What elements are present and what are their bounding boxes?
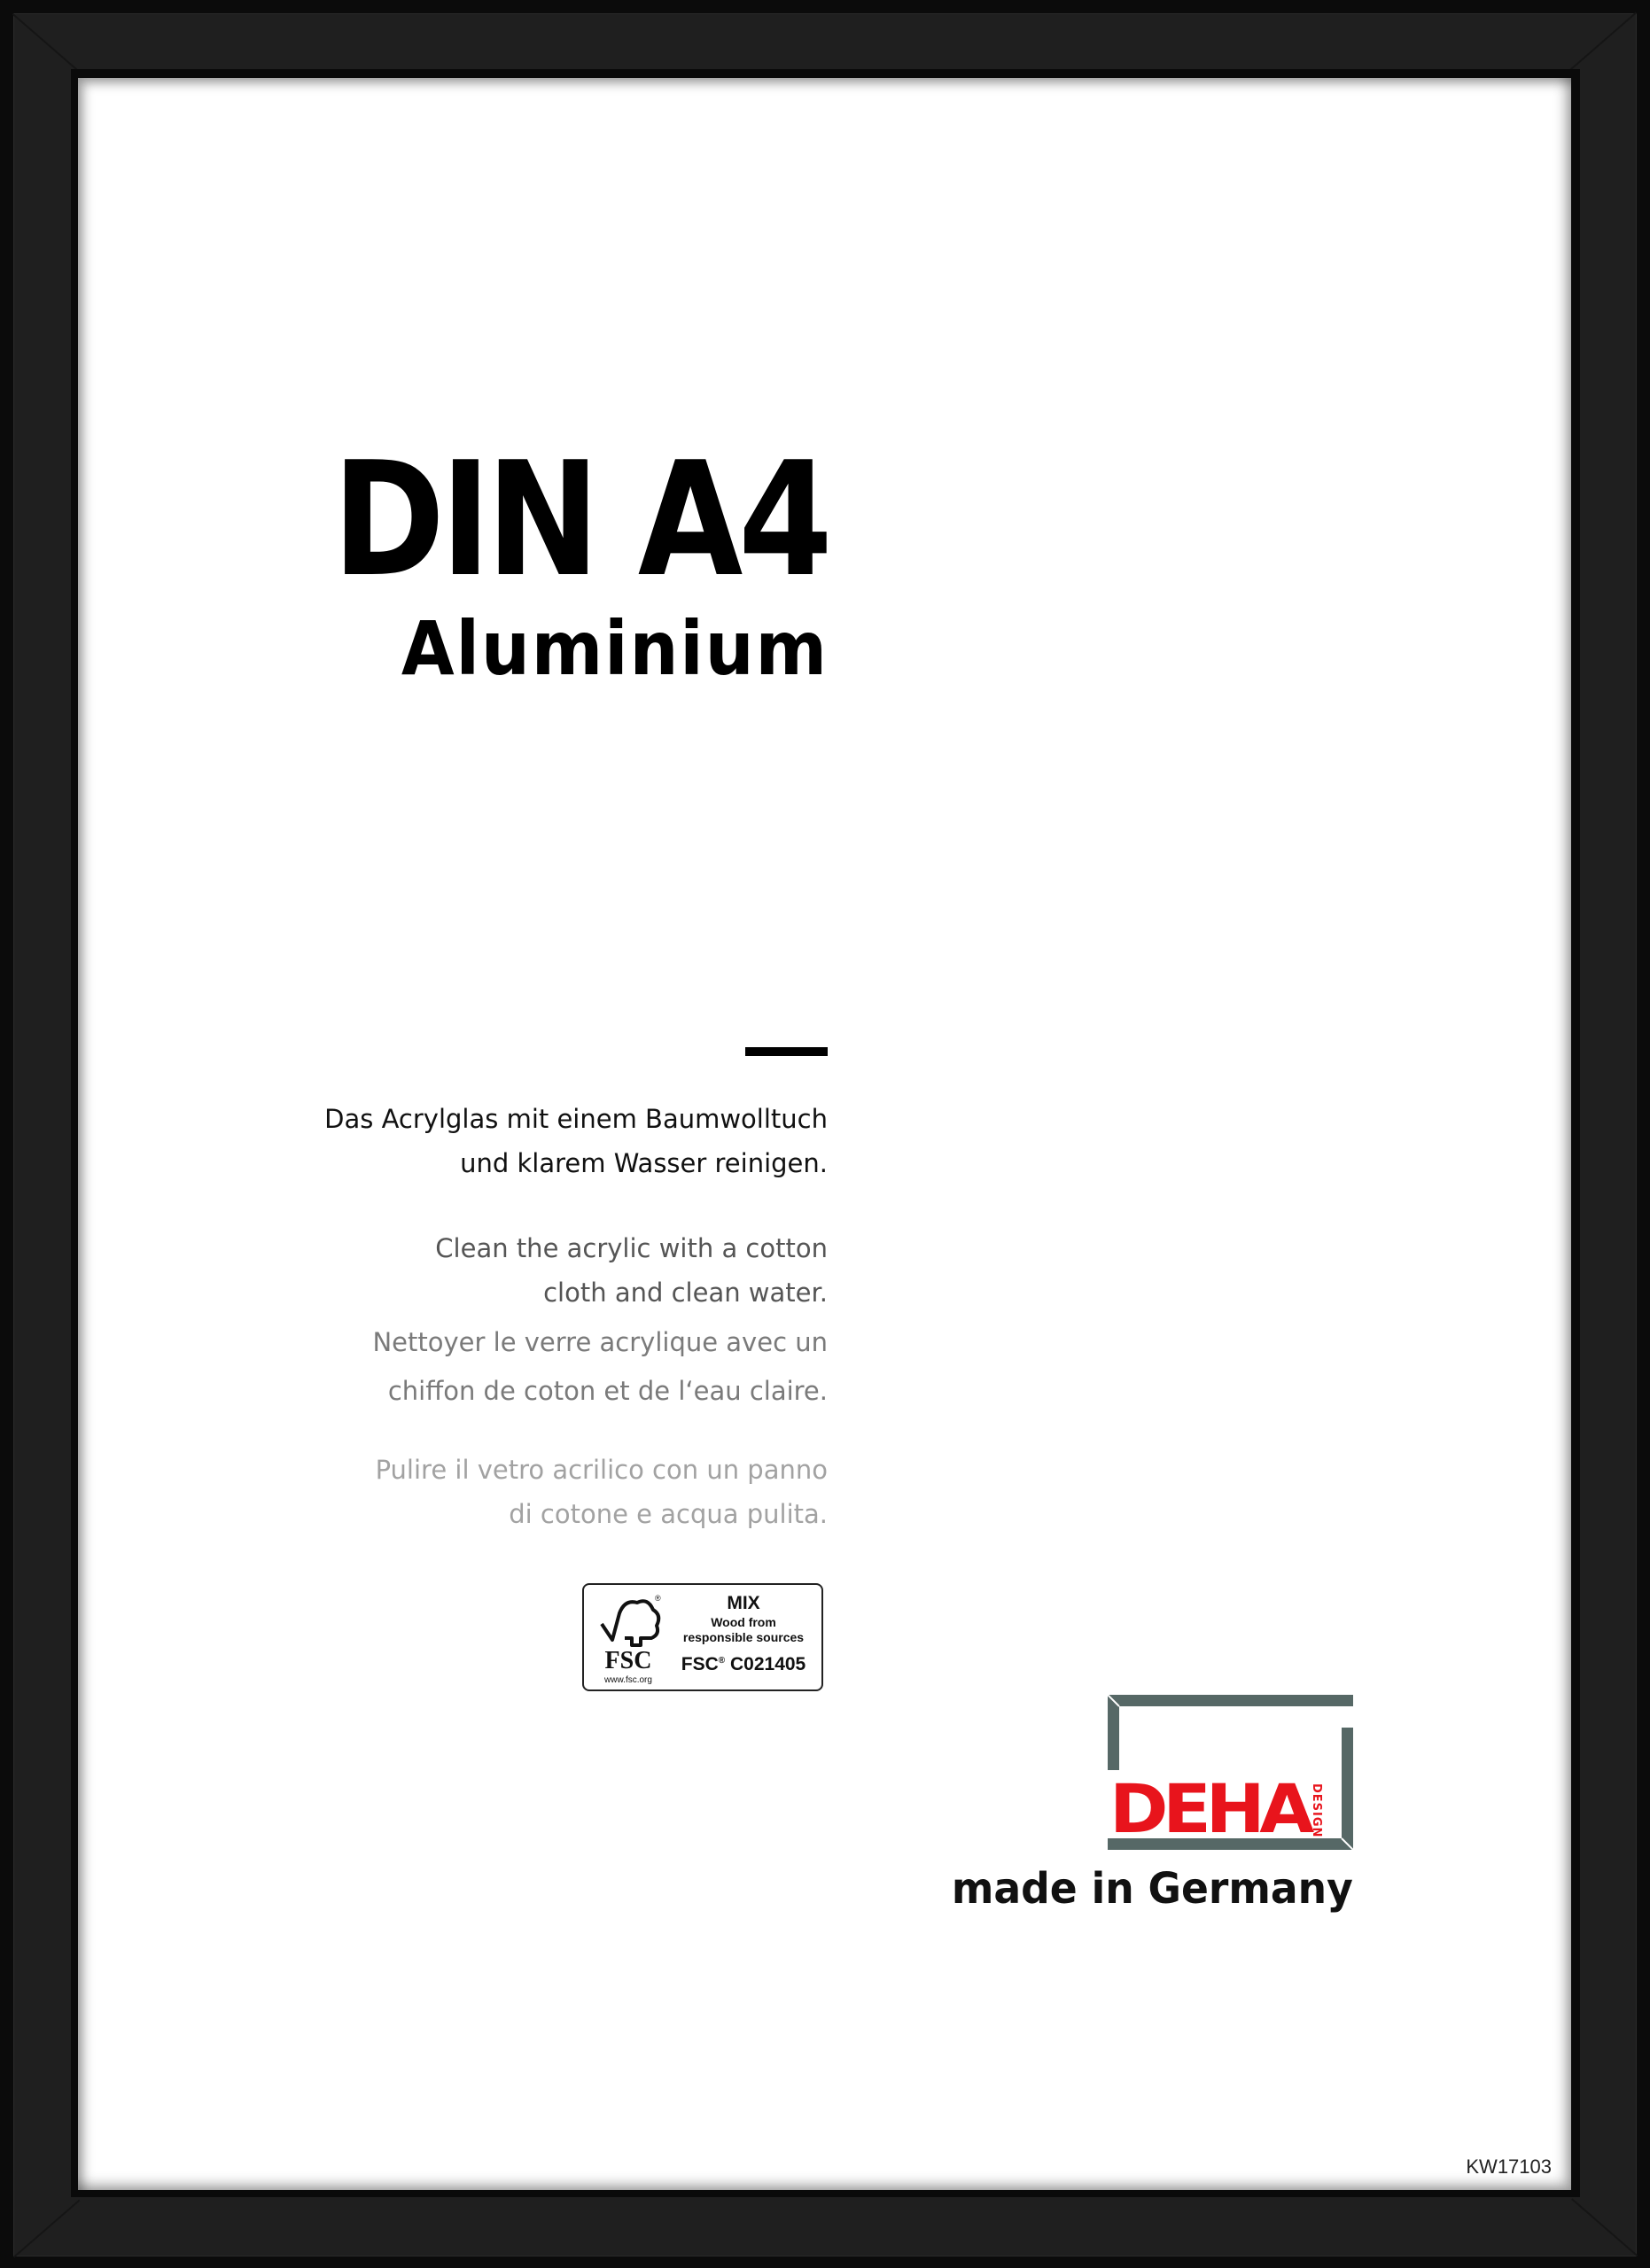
instructions-italian xyxy=(376,1448,828,1536)
instruction-line: chiffon de coton et de l‘eau claire. xyxy=(387,1376,828,1406)
article-code: KW17103 xyxy=(1466,2155,1552,2178)
fsc-wood-line2: responsible sources xyxy=(682,1630,805,1644)
poster-title: DIN A4 xyxy=(332,428,829,611)
instructions-german xyxy=(324,1097,828,1185)
instructions-english xyxy=(435,1226,828,1315)
svg-text:www.fsc.org: www.fsc.org xyxy=(604,1675,652,1685)
fsc-mix-label: MIX xyxy=(727,1593,760,1613)
instruction-line: Das Acrylglas mit einem Baumwolltuch xyxy=(324,1104,828,1134)
instruction-line: di cotone e acqua pulita. xyxy=(509,1499,828,1529)
instruction-line: und klarem Wasser reinigen. xyxy=(460,1148,828,1178)
fsc-wood-line1: Wood from xyxy=(711,1615,776,1629)
deha-design-logo xyxy=(1108,1695,1353,1850)
svg-text:DEHA: DEHA xyxy=(1109,1769,1315,1848)
fsc-tree-icon xyxy=(589,1590,667,1686)
instruction-line: Pulire il vetro acrilico con un panno xyxy=(375,1455,828,1485)
fsc-label xyxy=(582,1583,823,1691)
instructions-french xyxy=(372,1318,828,1416)
divider-rule xyxy=(745,1047,828,1056)
instruction-line: Nettoyer le verre acrylique avec un xyxy=(372,1327,828,1357)
svg-text:DESIGN: DESIGN xyxy=(1310,1783,1323,1838)
fsc-license-code: FSC® C021405 xyxy=(681,1654,806,1674)
svg-text:FSC: FSC xyxy=(604,1647,652,1674)
fsc-text-block xyxy=(671,1592,816,1677)
made-in-germany: made in Germany xyxy=(951,1864,1353,1914)
svg-text:®: ® xyxy=(655,1594,661,1603)
instruction-line: cloth and clean water. xyxy=(543,1278,828,1308)
instruction-line: Clean the acrylic with a cotton xyxy=(435,1233,828,1263)
poster-subtitle: Aluminium xyxy=(401,605,829,692)
